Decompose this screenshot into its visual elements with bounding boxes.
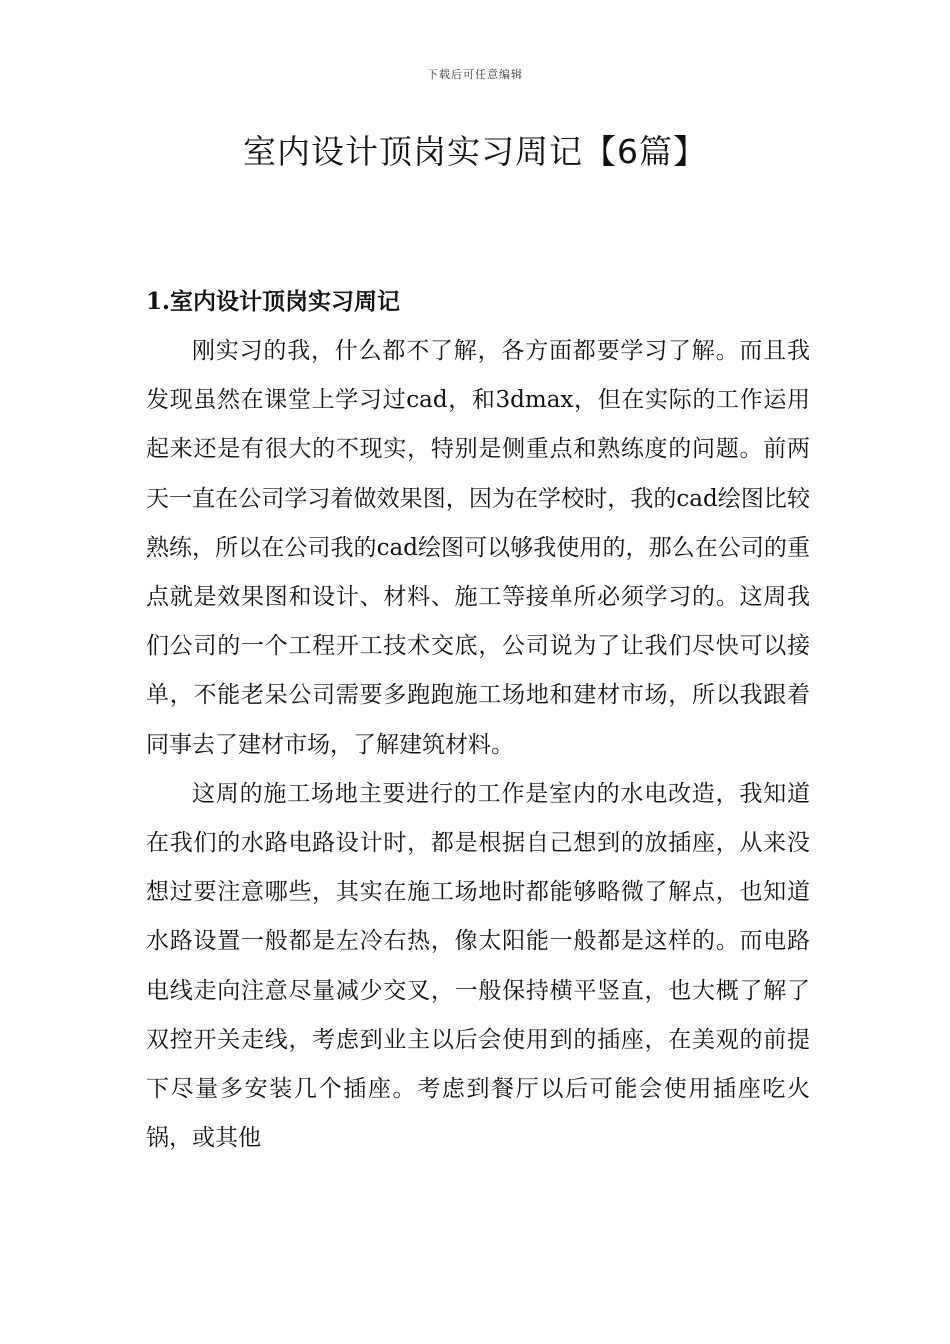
paragraph-2: 这周的施工场地主要进行的工作是室内的水电改造，我知道在我们的水路电路设计时，都是根据自己想到的放插座，从来没想过要注意哪些，其实在施工场地时都能够略微了解点，也知道水路设置一般都是左冷右热，像太阳能一般都是这样的。而电路电线走向注意尽量减少交叉，一般保持横平竖直，也大概了解了双控开关走线，考虑到业主以后会使用到的插座，在美观的前提下尽量多安装几个插座。考虑到餐厅以后可能会使用插座吃火锅，或其他 [146, 780, 810, 1152]
document-title: 室内设计顶岗实习周记【6篇】 [243, 132, 707, 171]
header-note: 下载后可任意编辑 [427, 68, 523, 81]
section-heading: 1.室内设计顶岗实习周记 [146, 288, 401, 315]
body-text [146, 327, 810, 1163]
paragraph-1: 刚实习的我，什么都不了解，各方面都要学习了解。而且我发现虽然在课堂上学习过cad，和3dmax，但在实际的工作运用起来还是有很大的不现实，特别是侧重点和熟练度的问题。前两天一直在公司学习着做效果图，因为在学校时，我的cad绘图比较熟练，所以在公司我的cad绘图可以够我使用的，那么在公司的重点就是效果图和设计、材料、施工等接单所必须学习的。这周我们公司的一个工程开工技术交底，公司说为了让我们尽快可以接单，不能老呆公司需要多跑跑施工场地和建材市场，所以我跟着同事去了建材市场，了解建筑材料。 [146, 338, 810, 758]
